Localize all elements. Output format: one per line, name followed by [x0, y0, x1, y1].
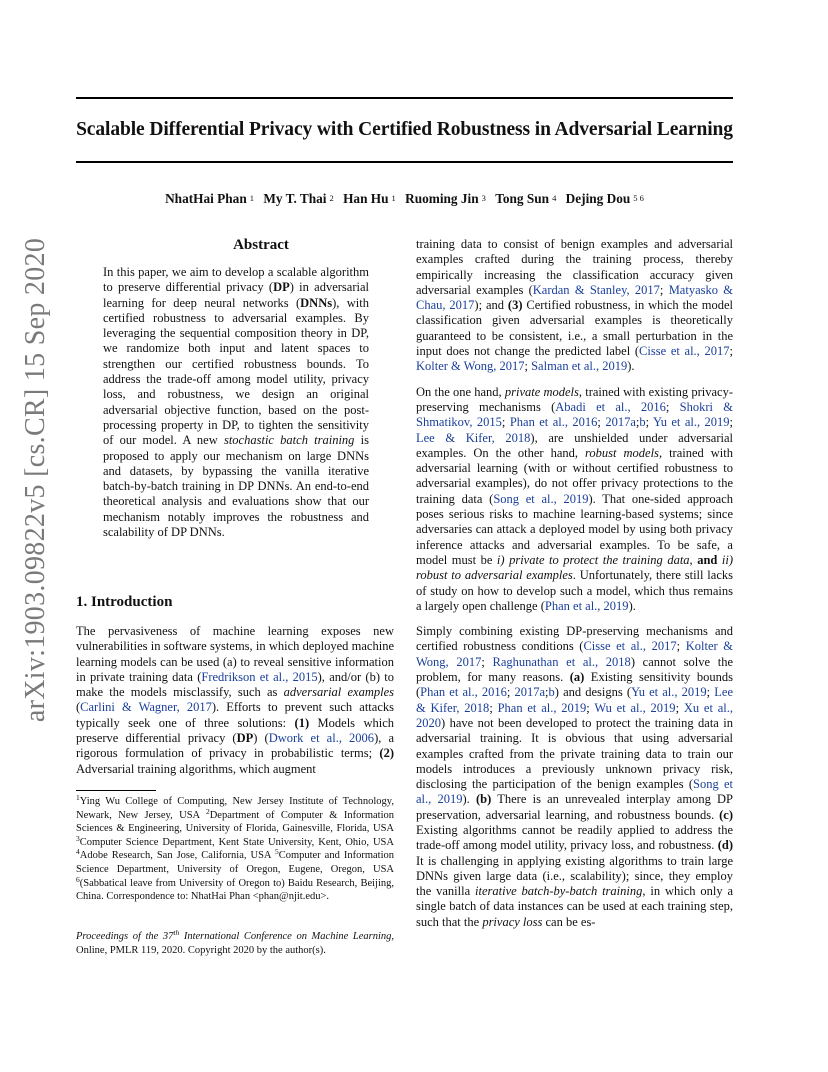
affiliation-marker: 1: [76, 793, 80, 802]
author-affiliation-marker: 1: [249, 193, 254, 203]
text-run: ;: [481, 654, 493, 669]
superscript-text: th: [173, 928, 180, 937]
text-run: ;: [676, 639, 686, 654]
citation-link[interactable]: 2017a: [514, 685, 546, 700]
author: [405, 191, 486, 206]
citation-link[interactable]: Cisse et al., 2017: [639, 344, 730, 359]
text-run: Adversarial training algorithms, which augment: [76, 761, 316, 776]
citation-link[interactable]: Lee & Kifer, 2018: [416, 685, 733, 715]
text-run: ). Efforts to prevent such attacks typically seek one of three solutions:: [76, 700, 394, 730]
text-run: ).: [628, 598, 636, 613]
bold-text: DNNs: [300, 295, 333, 310]
author-affiliation-marker: 5 6: [633, 193, 644, 203]
citation-link[interactable]: Kolter & Wong, 2017: [416, 359, 525, 374]
text-run: ) (: [253, 731, 269, 746]
introduction-paragraph: [76, 624, 394, 777]
author-name: Ruoming Jin: [405, 191, 479, 206]
text-run: (Sabbatical leave from University of Oregon to) Baidu Research, Beijing, China. Correspondence to: NhatHai Phan <phan@njit.edu>.: [76, 877, 394, 903]
citation-link[interactable]: Yu et al., 2019: [631, 685, 707, 700]
italic-text: iterative batch-by-batch training: [475, 884, 643, 899]
text-run: There is an unrevealed interplay among DP preservation, adversarial learning, and robustness bounds.: [416, 792, 733, 822]
author: [263, 191, 333, 206]
bold-text: (c): [719, 807, 733, 822]
text-run: In this paper, we aim to develop a scalable algorithm to preserve differential privacy (: [103, 265, 369, 295]
text-run: ), with certified robustness to adversarial examples. By leveraging the sequential composition theory in DP, we randomize both input and latent spaces to strengthen our certified robustness bounds. To address the trade-off among model utility, privacy loss, and robustness, we design an original adversarial objective function, based on the post-processing property in DP, to tighten the sensitivity of our model. A new: [103, 295, 369, 448]
affiliations-footnote: [76, 795, 394, 904]
affiliation-marker: 2: [205, 806, 210, 816]
text-run: ;: [489, 700, 498, 715]
author: [343, 191, 396, 206]
citation-link[interactable]: Xu et al., 2020: [416, 700, 734, 730]
proceedings-notice: [76, 930, 394, 957]
text-run: On the one hand,: [416, 384, 505, 399]
body-paragraph: [416, 624, 733, 930]
text-run: ;: [545, 685, 549, 700]
text-run: ;: [586, 700, 595, 715]
bold-text: (a): [569, 670, 585, 685]
citation-link[interactable]: Salman et al., 2019: [531, 359, 628, 374]
citation-link[interactable]: b: [548, 685, 555, 700]
text-run: Models which preserve differential privacy (: [76, 715, 394, 746]
text-run: ,: [689, 552, 698, 567]
citation-link[interactable]: Phan et al., 2016: [509, 415, 598, 430]
citation-link[interactable]: 2017a: [605, 415, 636, 430]
text-run: ;: [597, 415, 606, 430]
citation-link[interactable]: Phan et al., 2019: [497, 700, 587, 715]
text-run: , in which only a single batch of data instances can be used at each training step, such that the: [416, 884, 734, 929]
affiliation-marker: 3: [76, 833, 80, 843]
text-run: , Online, PMLR 119, 2020. Copyright 2020 by the author(s).: [76, 931, 394, 956]
text-run: ), a rigorous formulation of privacy in probabilistic terms;: [76, 731, 395, 761]
text-run: ;: [665, 399, 680, 414]
text-run: ;: [675, 700, 684, 715]
text-run: ), and/or (b) to make the models misclassify, such as: [76, 669, 394, 700]
bold-text: and: [697, 552, 718, 567]
citation-link[interactable]: Lee & Kifer, 2018: [416, 430, 531, 445]
text-run: ) and designs (: [554, 685, 632, 700]
citation-link[interactable]: Wu et al., 2019: [594, 700, 676, 715]
bold-text: (d): [717, 838, 733, 853]
text-run: ), are unshielded under adversarial examples. On the other hand,: [416, 430, 733, 460]
text-run: Existing algorithms cannot be readily applied to address the trade-off among model utility, privacy loss, and robustness.: [416, 822, 733, 853]
bold-text: (b): [475, 792, 492, 807]
text-run: ) have not been developed to protect the training data in adversarial training. It is obvious that using adversarial examples crafted from the private training data to train our models introduces a previously unknown privacy risk, disclosing the participation of the benign examples (: [416, 715, 733, 792]
bold-text: DP: [236, 731, 254, 746]
affiliation-marker: 6: [76, 874, 80, 884]
text-run: Existing sensitivity bounds (: [416, 670, 733, 700]
citation-link[interactable]: Kardan & Stanley, 2017: [532, 282, 660, 297]
italic-text: robust models: [585, 445, 659, 460]
title-rule-bottom: [76, 161, 733, 163]
text-run: ;: [706, 685, 715, 700]
arxiv-stamp: arXiv:1903.09822v5 [cs.CR] 15 Sep 2020: [20, 237, 51, 723]
body-paragraph: [416, 237, 733, 375]
affiliation-marker: 4: [76, 847, 80, 857]
author: [495, 191, 556, 206]
citation-link[interactable]: Yu et al., 2019: [653, 415, 730, 430]
citation-link[interactable]: Carlini & Wagner, 2017: [80, 700, 212, 715]
text-run: , trained with adversarial learning (with or without certified robustness to adversarial examples), do not offer privacy protections to the training data (: [416, 445, 734, 506]
italic-text: adversarial examples: [283, 685, 394, 700]
author-affiliation-marker: 3: [481, 193, 486, 203]
text-run: (: [76, 700, 81, 715]
text-run: ). That one-sided approach poses serious risks to machine learning-based systems; since adversaries can attack a deployed model by using both privacy inference attacks and adversarial examples. To be safe, a model must be: [416, 491, 733, 567]
citation-link[interactable]: Song et al., 2019: [493, 491, 589, 506]
text-run: Ying Wu College of Computing, New Jersey Institute of Technology, Newark, New Jersey, USA: [76, 796, 394, 821]
text-run: ); and: [474, 298, 508, 313]
bold-text: DP: [273, 280, 290, 295]
author-name: My T. Thai: [263, 191, 327, 206]
author: [566, 191, 644, 206]
text-run: ;: [729, 344, 733, 359]
text-run: ).: [627, 359, 635, 374]
text-run: It is challenging in applying existing algorithms to train large DNNs given large data (i.e., scalability); since, they employ the vanilla: [416, 853, 733, 899]
italic-text: International Conference on Machine Learning: [179, 931, 392, 942]
text-run: training data to consist of benign examples and adversarial examples crafted during the training process, thereby empirically increasing the classification accuracy given adversarial examples (: [416, 237, 733, 297]
citation-link[interactable]: b: [639, 415, 646, 430]
citation-link[interactable]: Cisse et al., 2017: [583, 639, 677, 654]
text-run: Computer and Information Science Department, University of Oregon, Eugene, Oregon, USA: [76, 850, 394, 875]
bold-text: (2): [379, 746, 394, 761]
text-run: Department of Computer & Information Sciences & Engineering, University of Florida, Gainesville, Florida, USA: [76, 809, 395, 835]
text-run: Adobe Research, San Jose, California, USA: [79, 850, 275, 862]
section-heading-introduction: 1. Introduction: [76, 594, 173, 610]
text-run: ;: [524, 359, 532, 374]
italic-text: stochastic batch training: [223, 433, 355, 448]
text-run: is proposed to apply our mechanism on large DNNs and datasets, by bypassing the vanilla iterative batch-by-batch training in DP DNNs. An end-to-end theoretical analysis and evaluations show that our mechanism notably improves the robustness and scalability of DP DNNs.: [103, 433, 369, 540]
text-run: ;: [729, 415, 733, 430]
bold-text: (1): [294, 715, 310, 730]
text-run: Simply combining existing DP-preserving mechanisms and certified robustness conditions (: [416, 624, 733, 654]
author-name: Dejing Dou: [565, 191, 631, 206]
citation-link[interactable]: Dwork et al., 2006: [268, 731, 375, 746]
text-run: ) cannot solve the problem, for many reasons.: [416, 654, 733, 685]
author-name: Tong Sun: [495, 191, 550, 206]
citation-link[interactable]: Kolter & Wong, 2017: [416, 639, 733, 669]
author-affiliation-marker: 2: [329, 193, 334, 203]
text-run: ) in adversarial learning for deep neural networks (: [103, 280, 369, 310]
italic-text: ii) robust to adversarial examples: [416, 552, 733, 583]
text-run: The pervasiveness of machine learning exposes new vulnerabilities in software systems, in which deployed machine learning models can be used (a) to reveal sensitive information in private training data (: [76, 624, 394, 684]
citation-link[interactable]: Phan et al., 2016: [420, 685, 507, 700]
italic-text: i) private to protect the training data: [496, 552, 690, 567]
citation-link[interactable]: Raghunathan et al., 2018: [492, 654, 631, 669]
right-column: [416, 237, 733, 940]
title-rule-top: [76, 97, 733, 99]
text-run: ;: [506, 685, 515, 700]
abstract-body: [103, 265, 369, 540]
citation-link[interactable]: Phan et al., 2019: [544, 598, 629, 613]
text-run: ;: [645, 415, 654, 430]
text-run: ;: [635, 415, 640, 430]
text-run: Computer Science Department, Kent State University, Kent, Ohio, USA: [79, 836, 394, 848]
text-run: can be es-: [542, 914, 596, 929]
author-affiliation-marker: 4: [552, 193, 557, 203]
paper-title: Scalable Differential Privacy with Certified Robustness in Adversarial Learning: [76, 119, 733, 140]
citation-link[interactable]: Shokri & Shmatikov, 2015: [416, 399, 734, 430]
author: [165, 191, 254, 206]
affiliation-marker: 5: [274, 847, 279, 857]
author-name: Han Hu: [343, 191, 389, 206]
citation-link[interactable]: Matyasko & Chau, 2017: [416, 282, 733, 313]
citation-link[interactable]: Abadi et al., 2016: [555, 399, 666, 414]
italic-text: privacy loss: [482, 914, 543, 929]
text-run: ;: [501, 415, 510, 430]
abstract-heading: Abstract: [233, 237, 289, 253]
italic-text: Proceedings of the 37: [76, 931, 174, 942]
text-run: . Unfortunately, there still lacks of study on how to develop such a model, which thus remains a largely open challenge (: [416, 568, 733, 613]
text-run: ).: [462, 792, 476, 807]
author-list: [76, 191, 733, 207]
text-run: , trained with existing privacy-preserving mechanisms (: [416, 384, 733, 414]
body-paragraph: [416, 385, 733, 614]
author-affiliation-marker: 1: [391, 193, 396, 203]
footnote-divider: [76, 790, 156, 791]
text-run: ;: [659, 282, 669, 297]
italic-text: private models: [504, 384, 579, 399]
author-name: NhatHai Phan: [165, 191, 247, 206]
bold-text: (3): [507, 298, 523, 313]
citation-link[interactable]: Song et al., 2019: [416, 777, 733, 807]
citation-link[interactable]: Fredrikson et al., 2015: [201, 669, 318, 684]
text-run: Certified robustness, in which the model classification given adversarial examples is theoretically guaranteed to be consistent, i.e., a small perturbation in the input does not change the predicted label (: [416, 298, 733, 359]
